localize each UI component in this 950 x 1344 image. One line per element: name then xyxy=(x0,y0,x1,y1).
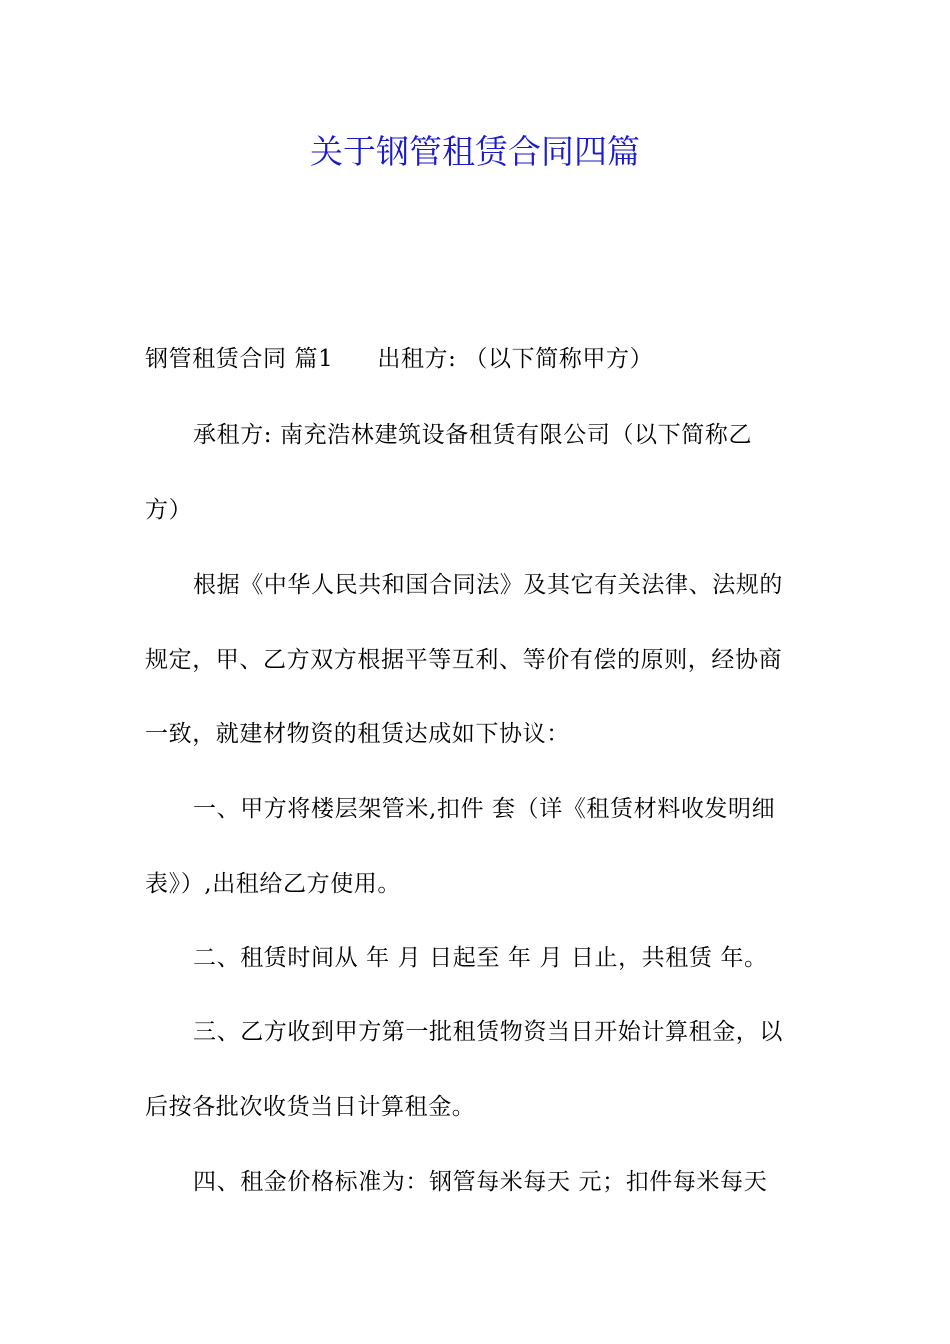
paragraph-line-1 xyxy=(145,339,805,379)
paragraph-line-5: 规定，甲、乙方双方根据平等互利、等价有偿的原则，经协商 xyxy=(145,647,783,673)
paragraph-line-9: 二、租赁时间从 年 月 日起至 年 月 日止，共租赁 年。 xyxy=(193,945,768,971)
paragraph-line-2: 承租方: 南充浩林建筑设备租赁有限公司（以下简称乙 xyxy=(193,422,753,448)
paragraph-line-12: 四、租金价格标准为：钢管每米每天 元；扣件每米每天 xyxy=(193,1169,768,1195)
paragraph-line-10: 三、乙方收到甲方第一批租赁物资当日开始计算租金，以 xyxy=(193,1019,783,1045)
document-title: 关于钢管租赁合同四篇 xyxy=(310,132,640,171)
lessor-line: 出租方: （以下简称甲方） xyxy=(377,346,654,372)
paragraph-line-4: 根据《中华人民共和国合同法》及其它有关法律、法规的 xyxy=(193,572,783,598)
paragraph-line-11: 后按各批次收货当日计算租金。 xyxy=(145,1094,476,1120)
paragraph-line-3: 方） xyxy=(145,497,193,523)
paragraph-line-8: 表》）,出租给乙方使用。 xyxy=(145,871,402,897)
paragraph-line-6: 一致，就建材物资的租赁达成如下协议： xyxy=(145,721,570,747)
contract-heading: 钢管租赁合同 篇1 xyxy=(145,346,334,372)
paragraph-line-7: 一、甲方将楼层架管米,扣件 套（详《租赁材料收发明细 xyxy=(193,796,776,822)
